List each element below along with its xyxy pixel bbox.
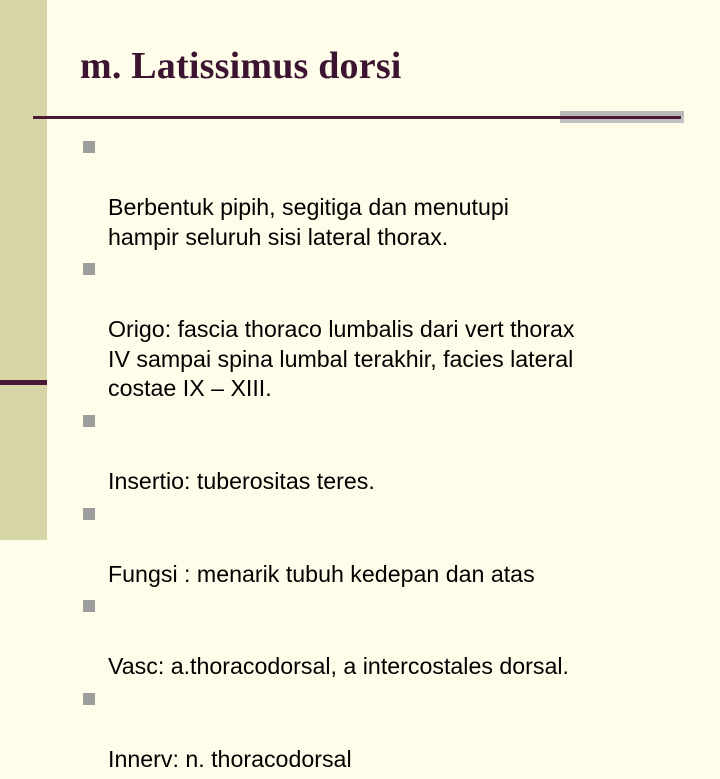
list-item [82,686,702,775]
list-item [82,408,702,497]
square-bullet-icon [83,600,95,612]
side-bar [0,0,47,540]
bullet-text: Fungsi : menarik tubuh kedepan dan atas [108,560,535,587]
square-bullet-icon [83,141,95,153]
list-item [82,256,702,404]
bullet-text: Origo: fascia thoraco lumbalis dari vert thorax IV sampai spina lumbal terakhir, facies lateral costae IX – XIII. [108,316,575,402]
slide-title: m. Latissimus dorsi [80,45,402,87]
side-bar-accent [0,380,47,385]
bullet-list [82,134,702,779]
list-item [82,501,702,590]
bullet-text: Insertio: tuberositas teres. [108,467,375,494]
square-bullet-icon [83,263,95,275]
square-bullet-icon [83,415,95,427]
title-rule [33,116,681,119]
bullet-text: Vasc: a.thoracodorsal, a intercostales dorsal. [108,653,569,680]
bullet-text: Berbentuk pipih, segitiga dan menutupi hampir seluruh sisi lateral thorax. [108,194,509,250]
bullet-text: Innerv: n. thoracodorsal [108,745,352,772]
square-bullet-icon [83,693,95,705]
list-item [82,134,702,252]
list-item [82,593,702,682]
square-bullet-icon [83,508,95,520]
